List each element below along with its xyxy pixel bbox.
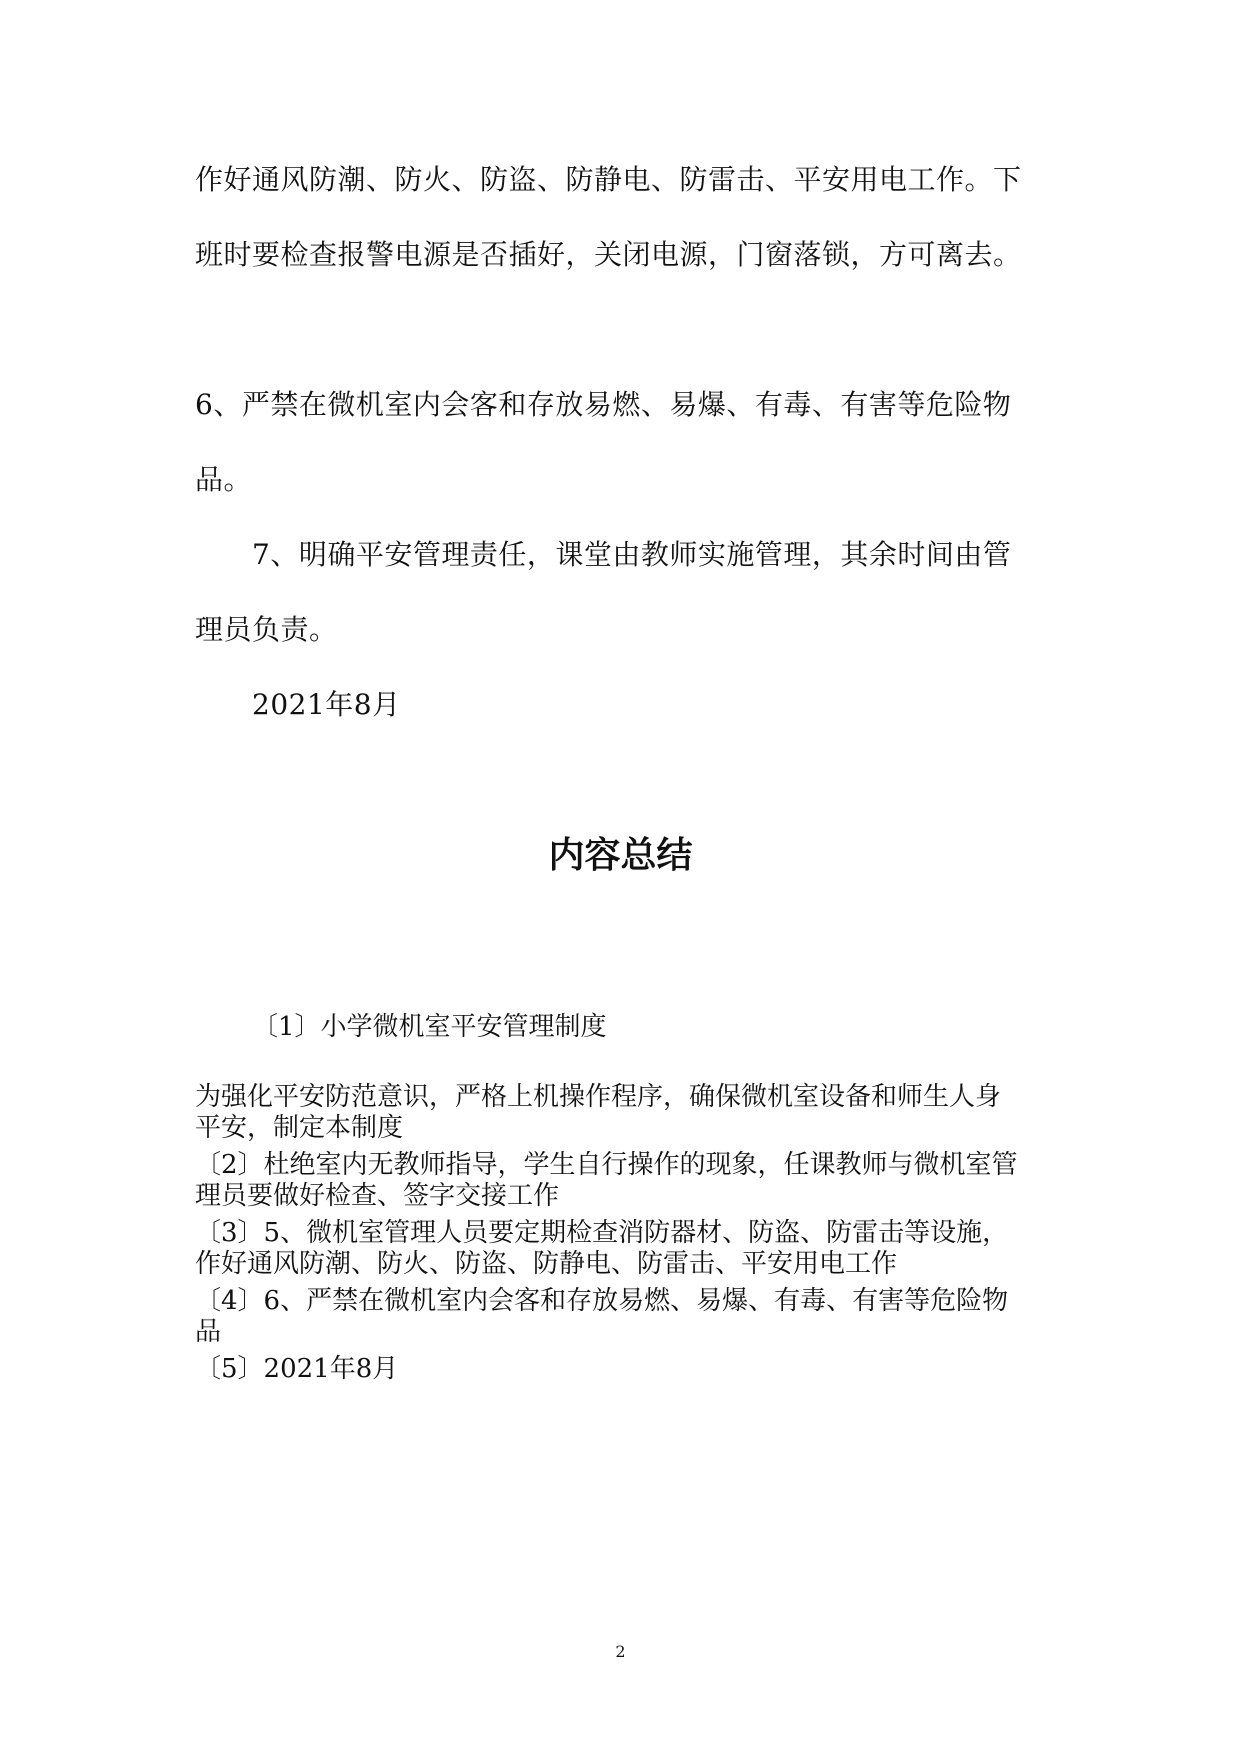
body-line-4: 品。 <box>195 463 253 496</box>
summary-line-7: 作好通风防潮、防火、防盗、防静电、防雷击、平安用电工作 <box>195 1249 898 1279</box>
summary-line-8: 〔4〕6、严禁在微机室内会客和存放易燃、易爆、有毒、有害等危险物 <box>195 1286 1009 1316</box>
summary-line-3: 平安，制定本制度 <box>195 1113 404 1143</box>
page-number: 2 <box>615 1642 626 1661</box>
body-line-5: 7、明确平安管理责任，课堂由教师实施管理，其余时间由管 <box>252 538 1012 571</box>
body-line-6: 理员负责。 <box>195 613 338 646</box>
summary-line-4: 〔2〕杜绝室内无教师指导，学生自行操作的现象，任课教师与微机室管 <box>195 1150 1018 1180</box>
summary-line-5: 理员要做好检查、签字交接工作 <box>195 1181 560 1211</box>
summary-line-9: 品 <box>195 1317 222 1347</box>
summary-line-2: 为强化平安防范意识，严格上机操作程序，确保微机室设备和师生人身 <box>195 1082 1002 1112</box>
body-line-1: 作好通风防潮、防火、防盗、防静电、防雷击、平安用电工作。下 <box>195 163 1022 196</box>
summary-line-6: 〔3〕5、微机室管理人员要定期检查消防器材、防盗、防雷击等设施， <box>195 1218 1009 1248</box>
body-date: 2021年8月 <box>252 688 401 721</box>
summary-title: 内容总结 <box>548 835 693 876</box>
body-line-3: 6、严禁在微机室内会客和存放易燃、易爆、有毒、有害等危险物 <box>195 388 1012 421</box>
summary-line-1: 〔1〕小学微机室平安管理制度 <box>252 1012 607 1042</box>
summary-line-10: 〔5〕2021年8月 <box>195 1354 399 1384</box>
body-line-2: 班时要检查报警电源是否插好，关闭电源，门窗落锁，方可离去。 <box>195 238 1022 271</box>
